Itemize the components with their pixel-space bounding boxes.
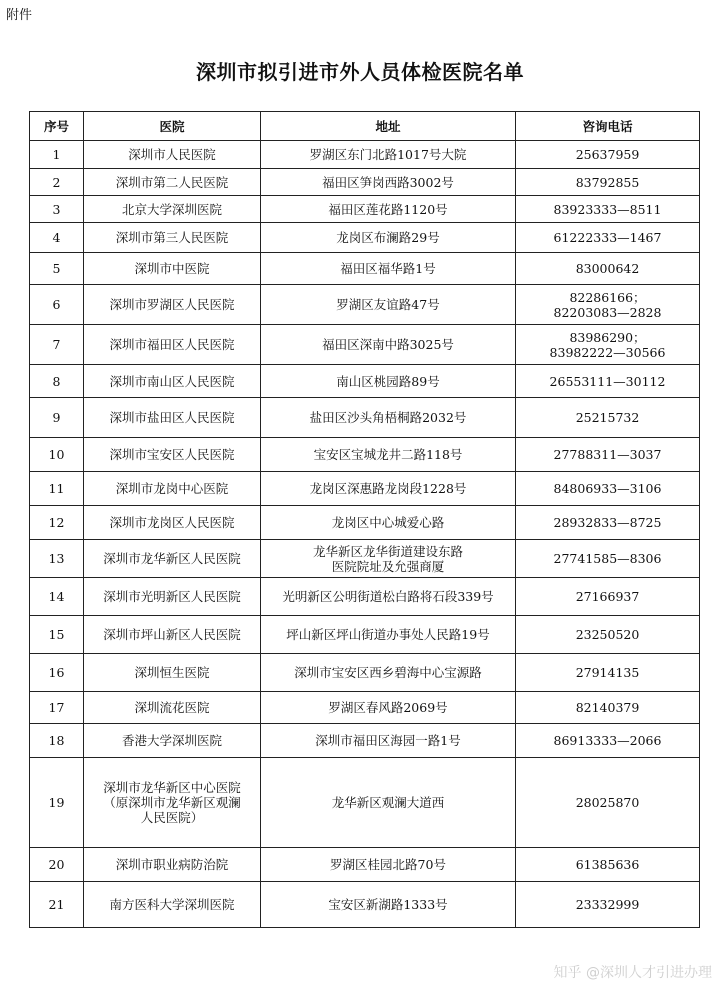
cell-address: 光明新区公明街道松白路将石段339号: [261, 578, 516, 616]
cell-address: 龙华新区观澜大道西: [261, 758, 516, 848]
cell-phone: 27914135: [516, 654, 700, 692]
cell-phone: 83000642: [516, 253, 700, 285]
cell-phone: 83923333—8511: [516, 196, 700, 223]
cell-no: 15: [30, 616, 84, 654]
cell-address: 龙华新区龙华街道建设东路 医院院址及允强商厦: [261, 540, 516, 578]
cell-no: 11: [30, 472, 84, 506]
cell-no: 16: [30, 654, 84, 692]
cell-address: 宝安区新湖路1333号: [261, 882, 516, 928]
table-row: [30, 578, 700, 616]
table-row: [30, 472, 700, 506]
cell-no: 9: [30, 398, 84, 438]
cell-no: 5: [30, 253, 84, 285]
cell-hospital: 深圳市罗湖区人民医院: [84, 285, 261, 325]
cell-phone: 27788311—3037: [516, 438, 700, 472]
cell-phone: 23250520: [516, 616, 700, 654]
cell-hospital: 深圳恒生医院: [84, 654, 261, 692]
cell-hospital: 深圳市龙华新区人民医院: [84, 540, 261, 578]
cell-no: 21: [30, 882, 84, 928]
cell-no: 18: [30, 724, 84, 758]
cell-address: 坪山新区坪山街道办事处人民路19号: [261, 616, 516, 654]
cell-address: 宝安区宝城龙井二路118号: [261, 438, 516, 472]
table-header-row: [30, 112, 700, 141]
table-row: [30, 365, 700, 398]
cell-no: 13: [30, 540, 84, 578]
cell-no: 14: [30, 578, 84, 616]
cell-hospital: 深圳市福田区人民医院: [84, 325, 261, 365]
table-row: [30, 253, 700, 285]
cell-no: 6: [30, 285, 84, 325]
cell-no: 19: [30, 758, 84, 848]
cell-hospital: 深圳市坪山新区人民医院: [84, 616, 261, 654]
cell-hospital: 南方医科大学深圳医院: [84, 882, 261, 928]
table-row: [30, 438, 700, 472]
table-row: [30, 540, 700, 578]
cell-address: 罗湖区东门北路1017号大院: [261, 141, 516, 169]
cell-no: 4: [30, 223, 84, 253]
cell-address: 盐田区沙头角梧桐路2032号: [261, 398, 516, 438]
table-row: [30, 141, 700, 169]
cell-hospital: 北京大学深圳医院: [84, 196, 261, 223]
cell-phone: 86913333—2066: [516, 724, 700, 758]
cell-no: 17: [30, 692, 84, 724]
cell-phone: 27166937: [516, 578, 700, 616]
cell-phone: 82140379: [516, 692, 700, 724]
cell-phone: 28932833—8725: [516, 506, 700, 540]
cell-hospital: 深圳市龙岗中心医院: [84, 472, 261, 506]
cell-no: 20: [30, 848, 84, 882]
header-hospital: 医院: [84, 112, 261, 141]
cell-phone: 83986290； 83982222—30566: [516, 325, 700, 365]
cell-address: 福田区笋岗西路3002号: [261, 169, 516, 196]
table-row: [30, 848, 700, 882]
cell-phone: 27741585—8306: [516, 540, 700, 578]
cell-address: 龙岗区深惠路龙岗段1228号: [261, 472, 516, 506]
cell-address: 龙岗区布澜路29号: [261, 223, 516, 253]
table-row: [30, 285, 700, 325]
table-row: [30, 758, 700, 848]
cell-phone: 61385636: [516, 848, 700, 882]
cell-hospital: 深圳市中医院: [84, 253, 261, 285]
table-row: [30, 724, 700, 758]
cell-no: 8: [30, 365, 84, 398]
attachment-label: 附件: [6, 8, 33, 23]
cell-address: 深圳市福田区海园一路1号: [261, 724, 516, 758]
table-row: [30, 223, 700, 253]
table-row: [30, 325, 700, 365]
hospital-table: [29, 111, 700, 928]
cell-address: 罗湖区友谊路47号: [261, 285, 516, 325]
cell-address: 福田区深南中路3025号: [261, 325, 516, 365]
cell-phone: 61222333—1467: [516, 223, 700, 253]
cell-hospital: 深圳市职业病防治院: [84, 848, 261, 882]
header-phone: 咨询电话: [516, 112, 700, 141]
cell-address: 罗湖区桂园北路70号: [261, 848, 516, 882]
cell-address: 罗湖区春风路2069号: [261, 692, 516, 724]
page-title: 深圳市拟引进市外人员体检医院名单: [196, 60, 524, 84]
cell-address: 福田区莲花路1120号: [261, 196, 516, 223]
cell-hospital: 深圳市第三人民医院: [84, 223, 261, 253]
cell-phone: 82286166； 82203083—2828: [516, 285, 700, 325]
cell-hospital: 深圳市宝安区人民医院: [84, 438, 261, 472]
cell-hospital: 深圳市龙岗区人民医院: [84, 506, 261, 540]
cell-phone: 28025870: [516, 758, 700, 848]
cell-phone: 25637959: [516, 141, 700, 169]
cell-phone: 83792855: [516, 169, 700, 196]
cell-hospital: 深圳市盐田区人民医院: [84, 398, 261, 438]
cell-hospital: 深圳市龙华新区中心医院 （原深圳市龙华新区观澜 人民医院）: [84, 758, 261, 848]
cell-hospital: 深圳流花医院: [84, 692, 261, 724]
cell-no: 7: [30, 325, 84, 365]
cell-address: 龙岗区中心城爱心路: [261, 506, 516, 540]
cell-address: 深圳市宝安区西乡碧海中心宝源路: [261, 654, 516, 692]
table-row: [30, 654, 700, 692]
table-row: [30, 692, 700, 724]
table-row: [30, 196, 700, 223]
table-row: [30, 398, 700, 438]
cell-no: 1: [30, 141, 84, 169]
table-row: [30, 169, 700, 196]
cell-hospital: 深圳市第二人民医院: [84, 169, 261, 196]
cell-phone: 23332999: [516, 882, 700, 928]
watermark-text: 知乎 @深圳人才引进办理: [553, 965, 712, 981]
cell-address: 福田区福华路1号: [261, 253, 516, 285]
table-row: [30, 616, 700, 654]
cell-no: 3: [30, 196, 84, 223]
cell-phone: 25215732: [516, 398, 700, 438]
cell-no: 12: [30, 506, 84, 540]
table-row: [30, 882, 700, 928]
cell-hospital: 深圳市光明新区人民医院: [84, 578, 261, 616]
cell-hospital: 香港大学深圳医院: [84, 724, 261, 758]
header-no: 序号: [30, 112, 84, 141]
table-row: [30, 506, 700, 540]
cell-no: 10: [30, 438, 84, 472]
cell-no: 2: [30, 169, 84, 196]
cell-hospital: 深圳市南山区人民医院: [84, 365, 261, 398]
cell-phone: 26553111—30112: [516, 365, 700, 398]
cell-address: 南山区桃园路89号: [261, 365, 516, 398]
cell-hospital: 深圳市人民医院: [84, 141, 261, 169]
cell-phone: 84806933—3106: [516, 472, 700, 506]
header-address: 地址: [261, 112, 516, 141]
